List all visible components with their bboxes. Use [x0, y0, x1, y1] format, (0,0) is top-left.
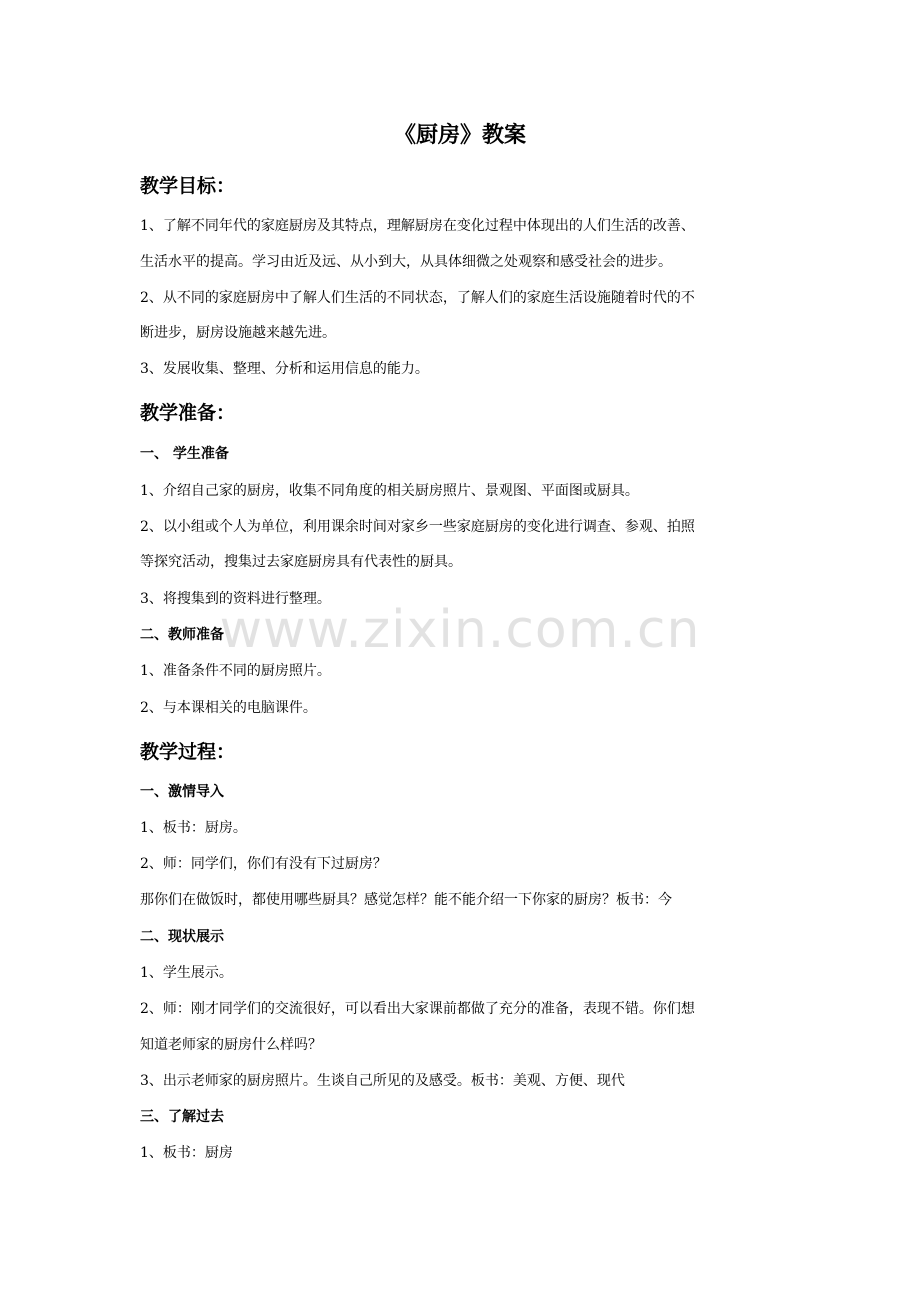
heading-teaching-goals: 教学目标： — [140, 175, 236, 197]
goal-line-2: 生活水平的提高。学习由近及远、从小到大，从具体细微之处观察和感受社会的进步。 — [140, 254, 672, 270]
student-prep-line-2: 2、以小组或个人为单位，利用课余时间对家乡一些家庭厨房的变化进行调查、参观、拍照 — [140, 519, 695, 535]
teacher-prep-line-1: 1、准备条件不同的厨房照片。 — [140, 663, 331, 679]
intro-line-1: 1、板书：厨房。 — [140, 820, 247, 836]
subheading-teacher-prep: 二、教师准备 — [140, 627, 224, 643]
watermark: www.zixin.com.cn — [219, 600, 701, 660]
past-line-1: 1、板书：厨房 — [140, 1145, 233, 1161]
goal-line-4: 断进步，厨房设施越来越先进。 — [140, 325, 336, 341]
student-prep-line-1: 1、介绍自己家的厨房，收集不同角度的相关厨房照片、景观图、平面图或厨具。 — [140, 483, 639, 499]
heading-teaching-process: 教学过程： — [140, 741, 236, 763]
student-prep-line-4: 3、将搜集到的资料进行整理。 — [140, 591, 331, 607]
subheading-student-prep: 一、 学生准备 — [140, 446, 229, 462]
teacher-prep-line-2: 2、与本课相关的电脑课件。 — [140, 700, 317, 716]
current-line-3: 知道老师家的厨房什么样吗？ — [140, 1037, 322, 1053]
subheading-intro: 一、激情导入 — [140, 784, 224, 800]
current-line-2: 2、师：刚才同学们的交流很好，可以看出大家课前都做了充分的准备，表现不错。你们想 — [140, 1001, 695, 1017]
intro-line-3: 那你们在做饭时，都使用哪些厨具？感觉怎样？能不能介绍一下你家的厨房？板书：今 — [140, 892, 672, 908]
goal-line-1: 1、了解不同年代的家庭厨房及其特点，理解厨房在变化过程中体现出的人们生活的改善、 — [140, 218, 695, 234]
current-line-1: 1、学生展示。 — [140, 965, 233, 981]
student-prep-line-3: 等探究活动，搜集过去家庭厨房具有代表性的厨具。 — [140, 554, 462, 570]
current-line-4: 3、出示老师家的厨房照片。生谈自己所见的及感受。板书：美观、方便、现代 — [140, 1073, 625, 1089]
goal-line-5: 3、发展收集、整理、分析和运用信息的能力。 — [140, 361, 429, 377]
intro-line-2: 2、师：同学们，你们有没有下过厨房？ — [140, 856, 387, 872]
heading-teaching-prep: 教学准备： — [140, 402, 236, 424]
document-title: 《厨房》教案 — [393, 123, 526, 148]
goal-line-3: 2、从不同的家庭厨房中了解人们生活的不同状态，了解人们的家庭生活设施随着时代的不 — [140, 290, 695, 306]
subheading-current: 二、现状展示 — [140, 929, 224, 945]
subheading-past: 三、了解过去 — [140, 1109, 224, 1125]
